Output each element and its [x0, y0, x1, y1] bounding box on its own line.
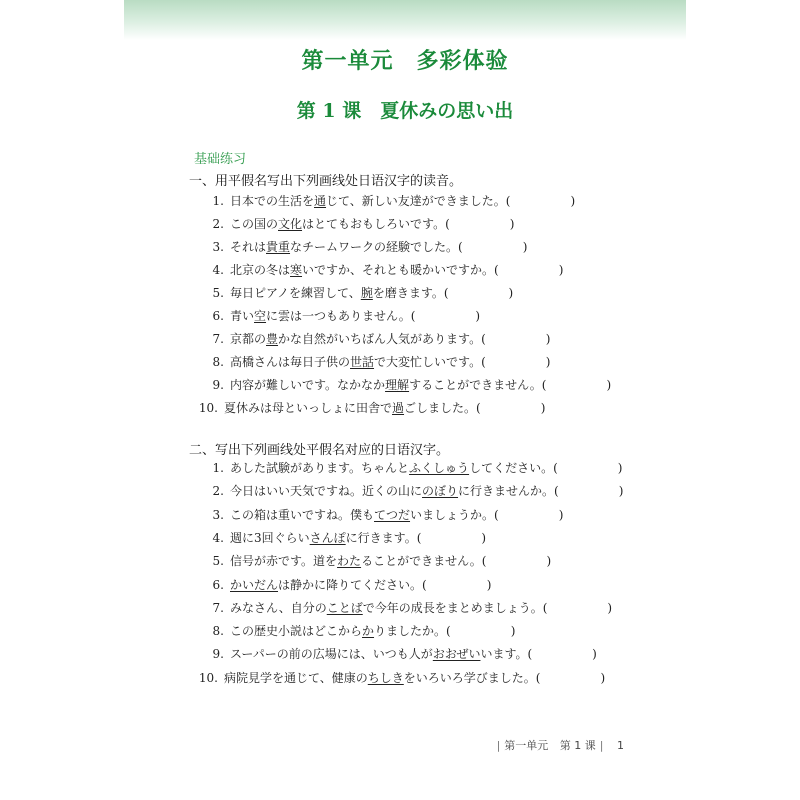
exercise-item [202, 238, 527, 255]
underlined-target: 貴重 [266, 240, 291, 254]
item-text-before: 病院見学を通じて、健康の [224, 670, 368, 685]
item-number: 9. [212, 378, 224, 392]
underlined-target: 文化 [278, 217, 303, 231]
footer-unit: 第一单元 [504, 739, 549, 752]
item-text-before: 青い [230, 309, 255, 323]
exercise-item [202, 599, 612, 616]
item-text-after: で今年の成長をまとめましょう。( ) [362, 600, 613, 615]
underlined-target: か [362, 624, 375, 639]
item-text-before: 毎日ピアノを練習して、 [230, 286, 361, 300]
underlined-target: 寒 [290, 263, 303, 277]
item-text-before: スーパーの前の広場には、いつも人が [230, 647, 433, 662]
item-number: 4. [212, 263, 224, 277]
item-number: 4. [212, 530, 224, 545]
item-text-before: 京都の [230, 332, 267, 346]
item-text-before: みなさん、自分の [230, 600, 327, 615]
header-banner [124, 0, 686, 40]
item-number: 5. [212, 554, 224, 569]
section-label: 基础练习 [194, 152, 247, 167]
lesson-title: 第 1 课 夏休みの思い出 [296, 100, 514, 122]
footer-lesson: 第 1 课 [559, 739, 596, 752]
item-text-after: じて、新しい友達ができました。( ) [326, 194, 576, 208]
exercise-item [202, 330, 550, 347]
page-footer [493, 737, 624, 753]
item-number: 3. [212, 240, 224, 254]
item-text-before: 今日はいい天気ですね。近くの山に [230, 484, 423, 499]
item-text-after: います。( ) [480, 647, 597, 662]
exercise-item [202, 645, 597, 662]
underlined-target: てつだ [374, 507, 411, 522]
underlined-target: ふくしゅう [409, 461, 470, 475]
underlined-target: 豊 [266, 332, 279, 346]
exercise-item [196, 399, 545, 416]
item-number: 6. [212, 309, 224, 323]
underlined-target: 世話 [350, 355, 375, 369]
exercise-item [202, 284, 513, 301]
item-number: 9. [212, 647, 224, 662]
exercise-item [202, 215, 514, 232]
item-text-before: 高橋さんは毎日子供の [230, 355, 351, 369]
item-text-after: に雲は一つもありません。( ) [266, 309, 481, 323]
page-number: 1 [617, 739, 624, 752]
exercise-item [196, 669, 605, 686]
item-text-after: なチームワークの経験でした。( ) [290, 240, 528, 254]
item-text-after: で大変忙しいです。( ) [374, 355, 551, 369]
item-number: 6. [212, 577, 224, 592]
item-text-after: は静かに降りてください。( ) [278, 577, 492, 592]
underlined-target: おおぜい [432, 647, 481, 662]
item-text-after: してください。( ) [469, 461, 623, 475]
item-text-after: ごしました。( ) [404, 401, 546, 415]
item-text-before: 北京の冬は [230, 263, 291, 277]
item-text-after: いましょうか。( ) [410, 507, 564, 522]
exercise-item [202, 506, 563, 523]
item-number: 1. [212, 461, 224, 475]
exercise-item [202, 576, 491, 593]
item-number: 7. [212, 600, 224, 615]
textbook-page [124, 0, 686, 800]
exercise-item [202, 459, 622, 476]
underlined-target: 通 [314, 194, 327, 208]
item-text-after: を磨きます。( ) [372, 286, 514, 300]
exercise-item [202, 261, 563, 278]
item-number: 3. [212, 507, 224, 522]
item-text-after: をいろいろ学びました。( ) [403, 670, 606, 685]
item-text-before: 内容が難しいです。なかなか [230, 378, 386, 392]
underlined-target: ちしき [367, 670, 404, 685]
item-text-after: することができません。( ) [409, 378, 612, 392]
item-number: 5. [212, 286, 224, 300]
underlined-target: のぼり [422, 484, 459, 499]
item-text-before: この国の [230, 217, 279, 231]
exercise-item [202, 192, 575, 209]
item-number: 1. [212, 194, 224, 208]
underlined-target: 空 [254, 309, 267, 323]
item-text-after: ることができません。( ) [361, 554, 552, 569]
item-text-before: この箱は重いですね。僕も [230, 507, 375, 522]
item-number: 2. [212, 217, 224, 231]
exercise-item [202, 482, 623, 499]
underlined-target: さんぽ [309, 530, 346, 545]
exercise-item [202, 376, 611, 393]
exercise-item [202, 307, 480, 324]
item-text-after: に行きます。( ) [345, 530, 487, 545]
item-text-before: 信号が赤です。道を [230, 554, 338, 569]
underlined-target: ことば [326, 600, 363, 615]
exercise-item [202, 353, 550, 370]
item-number: 8. [212, 355, 224, 369]
footer-divider: | [599, 739, 604, 752]
footer-divider: | [496, 739, 501, 752]
unit-title: 第一单元 多彩体验 [301, 48, 509, 74]
item-number: 2. [212, 484, 224, 499]
item-text-before: この歴史小説はどこから [230, 624, 363, 639]
item-text-after: りましたか。( ) [374, 624, 516, 639]
part1-heading: 一、用平假名写出下列画线处日语汉字的读音。 [189, 174, 463, 189]
item-text-before: 夏休みは母といっしょに田舎で [224, 401, 393, 415]
item-text-after: に行きませんか。( ) [458, 484, 624, 499]
item-text-after: はとてもおもしろいです。( ) [302, 217, 515, 231]
item-number: 10. [198, 670, 218, 685]
item-text-after: かな自然がいちばん人気があります。( ) [278, 332, 551, 346]
item-text-before: 日本での生活を [230, 194, 315, 208]
item-text-before: それは [230, 240, 267, 254]
item-number: 10. [198, 401, 218, 415]
underlined-target: わた [337, 554, 362, 569]
part2-heading: 二、写出下列画线处平假名对应的日语汉字。 [189, 443, 450, 458]
exercise-item [202, 529, 486, 546]
underlined-target: 過 [392, 401, 405, 415]
item-text-before: あした試験があります。ちゃんと [230, 461, 410, 475]
exercise-item [202, 622, 515, 639]
underlined-target: 腕 [360, 286, 373, 300]
item-text-after: いですか、それとも暖かいですか。( ) [302, 263, 564, 277]
item-text-before: 週に3回ぐらい [230, 530, 310, 545]
item-number: 7. [212, 332, 224, 346]
exercise-item [202, 552, 551, 569]
underlined-target: 理解 [385, 378, 410, 392]
item-number: 8. [212, 624, 224, 639]
underlined-target: かいだん [230, 577, 279, 592]
